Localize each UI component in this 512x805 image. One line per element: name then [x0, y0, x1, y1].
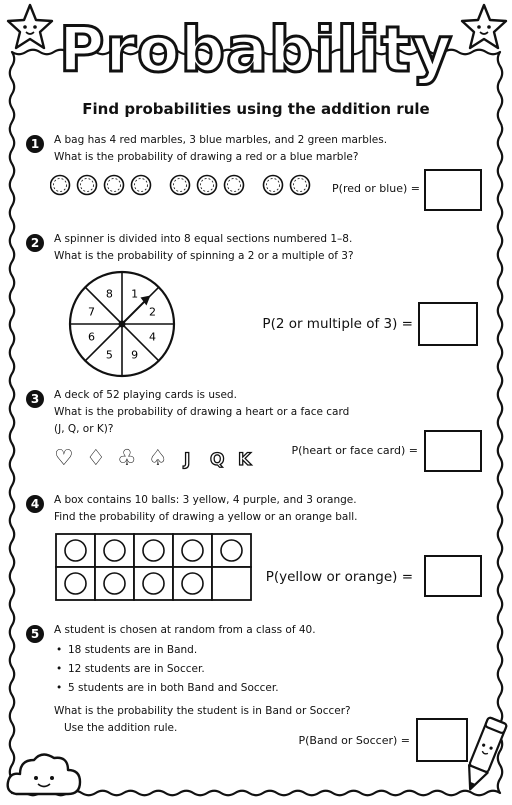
question-text: [54, 231, 354, 265]
answer-label: P(2 or multiple of 3) =: [262, 316, 413, 332]
list-item: • 12 students are in Soccer.: [54, 660, 351, 679]
answer-label: P(yellow or orange) =: [265, 569, 413, 585]
question-line: Use the addition rule.: [64, 722, 178, 734]
question-line: What is the probability of drawing a red or a blue marble?: [54, 151, 359, 163]
fact-list: [54, 641, 351, 698]
answer-box[interactable]: [424, 555, 482, 597]
diamond-icon: ♢: [86, 446, 106, 471]
ball-icon: [182, 540, 203, 561]
spade-icon: ♤: [148, 446, 168, 471]
question-number: 5: [26, 625, 44, 643]
spinner-number: 2: [148, 305, 156, 319]
question-line: A deck of 52 playing cards is used.: [54, 389, 237, 401]
question-text: [54, 492, 358, 526]
marble-icon: [264, 176, 283, 195]
marble-icon: [105, 176, 124, 195]
answer-box[interactable]: [418, 302, 478, 346]
question-line: A spinner is divided into 8 equal sections numbered 1–8.: [54, 233, 353, 245]
spinner-center: [119, 321, 126, 328]
question-line: (J, Q, or K)?: [54, 423, 114, 435]
marble-icon: [198, 176, 217, 195]
marble-icon: [225, 176, 244, 195]
marble-icon: [291, 176, 310, 195]
answer-box[interactable]: [424, 430, 482, 472]
answer-label: P(red or blue) =: [332, 182, 420, 195]
question-text: [54, 132, 387, 166]
club-icon: ♧: [117, 446, 137, 471]
ball-icon: [143, 573, 164, 594]
list-item: • 18 students are in Band.: [54, 641, 351, 660]
marble-icon: [171, 176, 190, 195]
heart-icon: ♡: [54, 446, 74, 471]
page-subtitle: Find probabilities using the addition rule: [82, 100, 430, 118]
question-number: 4: [26, 495, 44, 513]
spinner-number: 1: [131, 287, 139, 301]
face-card-letter: K: [238, 450, 252, 470]
marble-icon: [132, 176, 151, 195]
ten-frame-cell: [212, 567, 251, 600]
spinner-number: 5: [105, 348, 113, 362]
spinner-number: 7: [88, 305, 96, 319]
answer-label: P(Band or Soccer) =: [298, 734, 410, 747]
face-card-letter: J: [184, 450, 191, 470]
answer-box[interactable]: [424, 169, 482, 211]
ball-icon: [104, 540, 125, 561]
spinner: [66, 268, 178, 380]
ball-icon: [182, 573, 203, 594]
spinner-number: 4: [148, 330, 156, 344]
ten-frame: [55, 533, 255, 603]
ball-icon: [65, 573, 86, 594]
spinner-number: 8: [105, 287, 113, 301]
question-number: 3: [26, 390, 44, 408]
spinner-number: 9: [131, 348, 139, 362]
page-title: Probability: [58, 13, 454, 86]
answer-label: P(heart or face card) =: [291, 444, 418, 457]
ball-icon: [104, 573, 125, 594]
ball-icon: [221, 540, 242, 561]
spinner-number: 6: [88, 330, 96, 344]
marble-group: [50, 170, 330, 200]
ball-icon: [65, 540, 86, 561]
list-item: • 5 students are in both Band and Soccer.: [54, 679, 351, 698]
question-line: A bag has 4 red marbles, 3 blue marbles, and 2 green marbles.: [54, 134, 388, 146]
question-line: What is the probability the student is in Band or Soccer?: [54, 705, 351, 717]
ball-icon: [143, 540, 164, 561]
question-line: What is the probability of spinning a 2 or a multiple of 3?: [54, 250, 354, 262]
question-line: Find the probability of drawing a yellow or an orange ball.: [54, 511, 358, 523]
question-line: A student is chosen at random from a class of 40.: [54, 624, 316, 636]
question-text: [54, 622, 351, 737]
cloud-icon: [4, 742, 84, 802]
question-line: A box contains 10 balls: 3 yellow, 4 purple, and 3 orange.: [54, 494, 357, 506]
marble-icon: [78, 176, 97, 195]
question-number: 2: [26, 234, 44, 252]
question-text: [54, 387, 349, 438]
marble-icon: [51, 176, 70, 195]
face-card-letter: Q: [210, 450, 225, 470]
question-number: 1: [26, 135, 44, 153]
question-line: What is the probability of drawing a heart or a face card: [54, 406, 350, 418]
pencil-icon: [458, 712, 510, 798]
